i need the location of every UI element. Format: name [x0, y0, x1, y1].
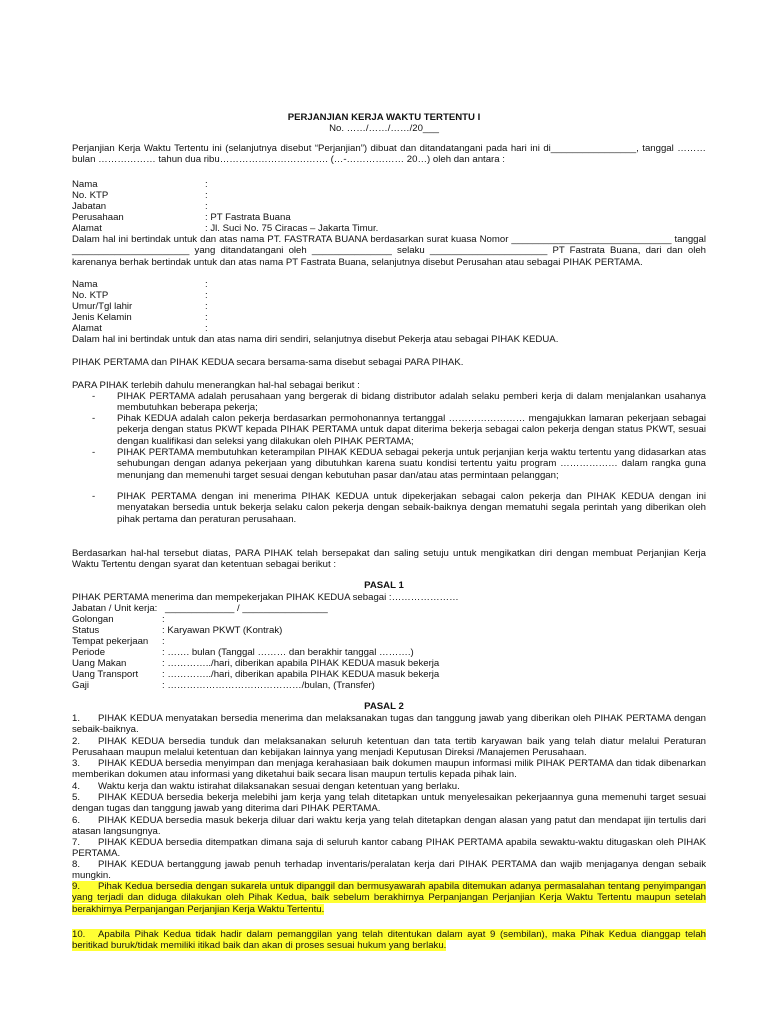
field-label: Alamat [72, 323, 102, 334]
item-number: 4. [72, 781, 81, 792]
field-value: : [162, 614, 165, 625]
item-text: Pihak Kedua bersedia dengan sukarela untuk dipanggil dan bermusyawarah apabila ditemukan adanya permasalahan tentang penyimpangan yang terjadi dan diduga dilakukan oleh Pihak Kedua, baik sebelum berakhirnya Perpanjangan Perjanjian Kerja Waktu Tertentu maupun setelah berakhirnya Perpanjangan Perjanjian Kerja Waktu Tertentu. [72, 881, 706, 915]
item-number: 3. [72, 758, 81, 769]
recital-item: Pihak KEDUA adalah calon pekerja berdasarkan permohonannya tertanggal …………………… mengajukkan lamaran pekerjaan sebagai pekerja dengan status PKWT kepada PIHAK PERTAMA untuk dapat diterima bekerja sebagai calon pekerja dengan status PKWT, sesuai dengan kualifikasi dan seleksi yang dilakukan oleh PIHAK PERTAMA; [117, 413, 706, 447]
para-pihak-statement: PIHAK PERTAMA dan PIHAK KEDUA secara bersama-sama disebut sebagai PARA PIHAK. [72, 357, 464, 368]
field-label: Nama [72, 279, 98, 290]
pasal1-heading: PASAL 1 [364, 580, 404, 591]
field-label: Nama [72, 179, 98, 190]
field-label: Umur/Tgl lahir [72, 301, 133, 312]
field-label: Jabatan / Unit kerja: [72, 603, 158, 614]
field-value: : [205, 323, 208, 334]
pasal2-item [72, 815, 706, 838]
pasal2-item [72, 859, 706, 882]
bullet-dash: - [92, 447, 96, 458]
field-label: Golongan [72, 614, 114, 625]
field-value: : [205, 190, 208, 201]
document-number: No. ……/……/……/20___ [329, 123, 439, 134]
field-value: : …………../hari, diberikan apabila PIHAK KEDUA masuk bekerja [162, 669, 440, 680]
recital-item: PIHAK PERTAMA dengan ini menerima PIHAK KEDUA untuk dipekerjakan sebagai calon pekerja dan PIHAK KEDUA dengan ini menyatakan bersedia untuk bekerja selaku calon pekerja dengan sebaik-baiknya dengan mematuhi segala perintah yang diberikan oleh pihak pertama dan peraturan perusahaan. [117, 491, 706, 525]
field-value: : Jl. Suci No. 75 Ciracas – Jakarta Timur. [205, 223, 379, 234]
field-value: : ……. bulan (Tanggal ……… dan berakhir tanggal ……….) [162, 647, 414, 658]
recital-item: PIHAK PERTAMA adalah perusahaan yang bergerak di bidang distributor adalah selaku pemberi kerja di dalam menjalankan usahanya membutuhkan beberapa pekerja; [117, 391, 706, 414]
item-number: 1. [72, 713, 81, 724]
field-label: No. KTP [72, 190, 109, 201]
bullet-dash: - [92, 491, 96, 502]
field-label: Uang Makan [72, 658, 127, 669]
item-text: Apabila Pihak Kedua tidak hadir dalam pemanggilan yang telah ditentukan dalam ayat 9 (sembilan), maka Pihak Kedua dianggap telah beritikad buruk/tidak memiliki itikad baik dan akan di proses sesuai hukum yang berlaku. [72, 929, 706, 952]
field-value: : [205, 301, 208, 312]
field-value: _____________ / ________________ [165, 603, 328, 614]
intro-paragraph: Perjanjian Kerja Waktu Tertentu ini (selanjutnya disebut “Perjanjian”) dibuat dan ditandatangani pada hari ini di________________, tanggal ……… bulan ……………… tahun dua ribu……………………………. (…-……………… 20…) oleh dan antara : [72, 143, 706, 166]
pasal2-item [72, 736, 706, 759]
field-label: Alamat [72, 223, 102, 234]
item-text: Waktu kerja dan waktu istirahat dilaksanakan sesuai dengan ketentuan yang berlaku. [98, 781, 460, 792]
field-value: : [205, 312, 208, 323]
pasal2-item-highlighted [72, 881, 706, 915]
field-label: No. KTP [72, 290, 109, 301]
pasal2-item [72, 792, 706, 815]
field-value: : Karyawan PKWT (Kontrak) [162, 625, 283, 636]
field-label: Tempat pekerjaan [72, 636, 149, 647]
item-number: 10. [72, 929, 86, 940]
recital-item: PIHAK PERTAMA membutuhkan keterampilan PIHAK KEDUA sebagai pekerja untuk perjanjian kerja waktu tertentu yang didasarkan atas sehubungan dengan adanya pekerjaan yang dibutuhkan karena suatu kondisi tertentu yaitu program ……………… dalam rangka guna menunjang dan memenuhi target sesuai dengan kebutuhan pasar dan/atau atas permintaan pelanggan; [117, 447, 706, 481]
field-label: Perusahaan [72, 212, 124, 223]
pasal1-intro: PIHAK PERTAMA menerima dan mempekerjakan PIHAK KEDUA sebagai :………………… [72, 592, 459, 603]
field-value: : …………../hari, diberikan apabila PIHAK KEDUA masuk bekerja [162, 658, 440, 669]
party1-statement: Dalam hal ini bertindak untuk dan atas nama PT. FASTRATA BUANA berdasarkan surat kuasa Nomor ______________________________ tanggal ______________________ yang ditandatangani oleh _______________ selaku ______________________ PT Fastrata Buana, dari dan oleh karenanya berhak bertindak untuk dan atas nama PT Fastrata Buana, selanjutnya disebut Perusahan atau sebagai PIHAK PERTAMA. [72, 234, 706, 268]
item-number: 6. [72, 815, 81, 826]
field-value: : PT Fastrata Buana [205, 212, 291, 223]
field-label: Periode [72, 647, 106, 658]
agreement-paragraph: Berdasarkan hal-hal tersebut diatas, PARA PIHAK telah bersepakat dan saling setuju untuk mengikatkan diri dengan membuat Perjanjian Kerja Waktu Tertentu dengan syarat dan ketentuan sebagai berikut : [72, 548, 706, 571]
field-value: : [205, 179, 208, 190]
field-value: : ……………………………………/bulan, (Transfer) [162, 680, 375, 691]
field-label: Jenis Kelamin [72, 312, 132, 323]
item-text: PIHAK KEDUA bersedia ditempatkan dimana saja di seluruh kantor cabang PIHAK PERTAMA apabila sewaktu-waktu ditugaskan oleh PIHAK PERTAMA. [72, 837, 706, 860]
item-text: PIHAK KEDUA bersedia masuk bekerja diluar dari waktu kerja yang telah ditetapkan dengan alasan yang patut dan mendapat ijin tertulis dari atasan langsungnya. [72, 815, 706, 838]
item-number: 5. [72, 792, 81, 803]
party2-statement: Dalam hal ini bertindak untuk dan atas nama diri sendiri, selanjutnya disebut Pekerja atau sebagai PIHAK KEDUA. [72, 334, 559, 345]
item-text: PIHAK KEDUA bersedia tunduk dan melaksanakan seluruh ketentuan dan tata tertib karyawan baik yang telah diatur melalui Peraturan Perusahaan maupun melalui ketentuan dan kebijakan lainnya yang menjadi Keputusan Direksi /Manajemen Perusahaan. [72, 736, 706, 759]
item-text: PIHAK KEDUA menyatakan bersedia menerima dan melaksanakan tugas dan tanggung jawab yang diberikan oleh PIHAK PERTAMA dengan sebaik-baiknya. [72, 713, 706, 736]
item-text: PIHAK KEDUA bertanggung jawab penuh terhadap inventaris/peralatan kerja dari PIHAK PERTAMA dan wajib menjaganya dengan sebaik mungkin. [72, 859, 706, 882]
document-title: PERJANJIAN KERJA WAKTU TERTENTU I [287, 112, 481, 123]
field-value: : [205, 290, 208, 301]
pasal2-item [72, 713, 706, 736]
field-label: Status [72, 625, 100, 636]
recital-intro: PARA PIHAK terlebih dahulu menerangkan hal-hal sebagai berikut : [72, 380, 360, 391]
pasal2-item [72, 758, 706, 781]
field-value: : [162, 636, 165, 647]
item-number: 8. [72, 859, 81, 870]
field-label: Jabatan [72, 201, 107, 212]
bullet-dash: - [92, 413, 96, 424]
pasal2-item [72, 781, 706, 792]
item-number: 2. [72, 736, 81, 747]
item-number: 9. [72, 881, 81, 892]
field-label: Uang Transport [72, 669, 139, 680]
item-number: 7. [72, 837, 81, 848]
item-text: PIHAK KEDUA bersedia bekerja melebihi jam kerja yang telah ditetapkan untuk menyelesaikan pekerjaannya guna memenuhi target sesuai dengan tugas dan tanggung jawab yang diterima dari PIHAK PERTAMA. [72, 792, 706, 815]
field-value: : [205, 201, 208, 212]
pasal2-item-highlighted [72, 929, 706, 952]
field-value: : [205, 279, 208, 290]
bullet-dash: - [92, 391, 96, 402]
field-label: Gaji [72, 680, 90, 691]
pasal2-heading: PASAL 2 [364, 701, 404, 712]
item-text: PIHAK KEDUA bersedia menyimpan dan menjaga kerahasiaan baik dokumen maupun informasi milik PIHAK PERTAMA dan tidak dibenarkan memberikan dokumen atau informasi yang diketahui baik secara lisan maupun tertulis kepada pihak lain. [72, 758, 706, 781]
pasal2-item [72, 837, 706, 860]
